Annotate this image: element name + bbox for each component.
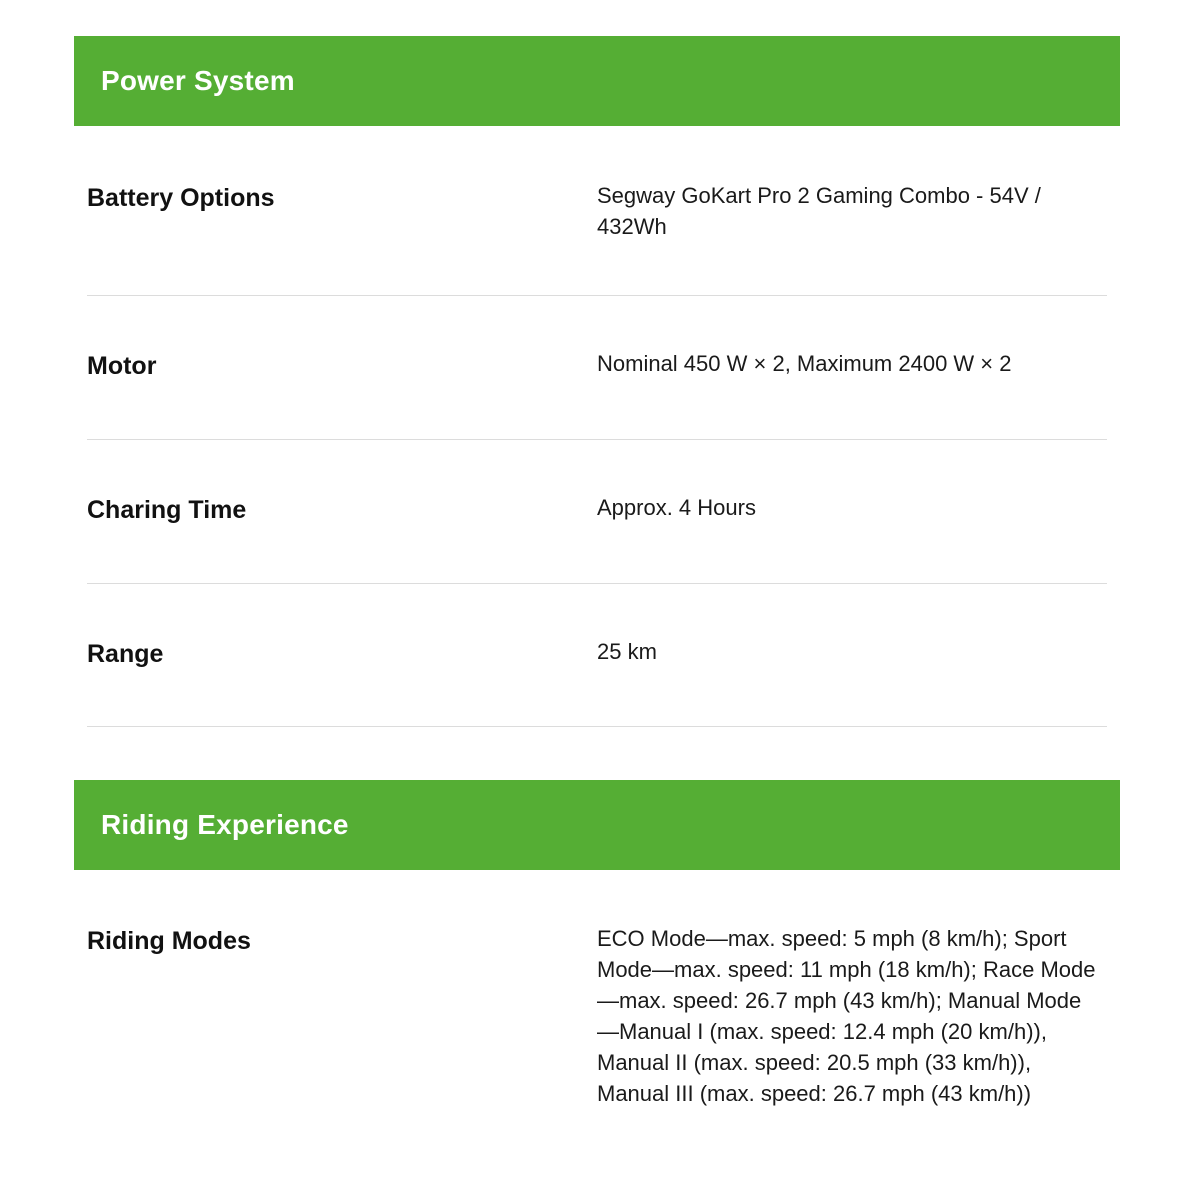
spec-value: Segway GoKart Pro 2 Gaming Combo - 54V / 432Wh	[597, 183, 1041, 239]
spec-row-range	[87, 636, 1107, 727]
spec-row-battery-options	[87, 180, 1107, 296]
spec-label: Range	[87, 640, 164, 668]
spec-row-motor	[87, 348, 1107, 440]
spec-label: Charing Time	[87, 496, 247, 524]
spec-value: ECO Mode—max. speed: 5 mph (8 km/h); Sport Mode—max. speed: 11 mph (18 km/h); Race Mode—max. speed: 26.7 mph (43 km/h); Manual Mode—Manual I (max. speed: 12.4 mph (20 km/h)), Manual II (max. speed: 20.5 mph (33 km/h)), Manual III (max. speed: 26.7 mph (43 km/h))	[597, 926, 1096, 1106]
spec-label: Battery Options	[87, 184, 275, 212]
section-header-riding-experience	[74, 780, 1120, 870]
spec-value: Approx. 4 Hours	[597, 495, 756, 520]
spec-label: Motor	[87, 352, 157, 380]
spec-row-charing-time	[87, 492, 1107, 584]
section-header-power-system	[74, 36, 1120, 126]
spec-value: Nominal 450 W × 2, Maximum 2400 W × 2	[597, 351, 1012, 376]
spec-label: Riding Modes	[87, 927, 251, 955]
section-title: Power System	[101, 65, 295, 96]
spec-value: 25 km	[597, 639, 657, 664]
section-title: Riding Experience	[101, 809, 349, 840]
spec-row-riding-modes	[87, 923, 1107, 1153]
